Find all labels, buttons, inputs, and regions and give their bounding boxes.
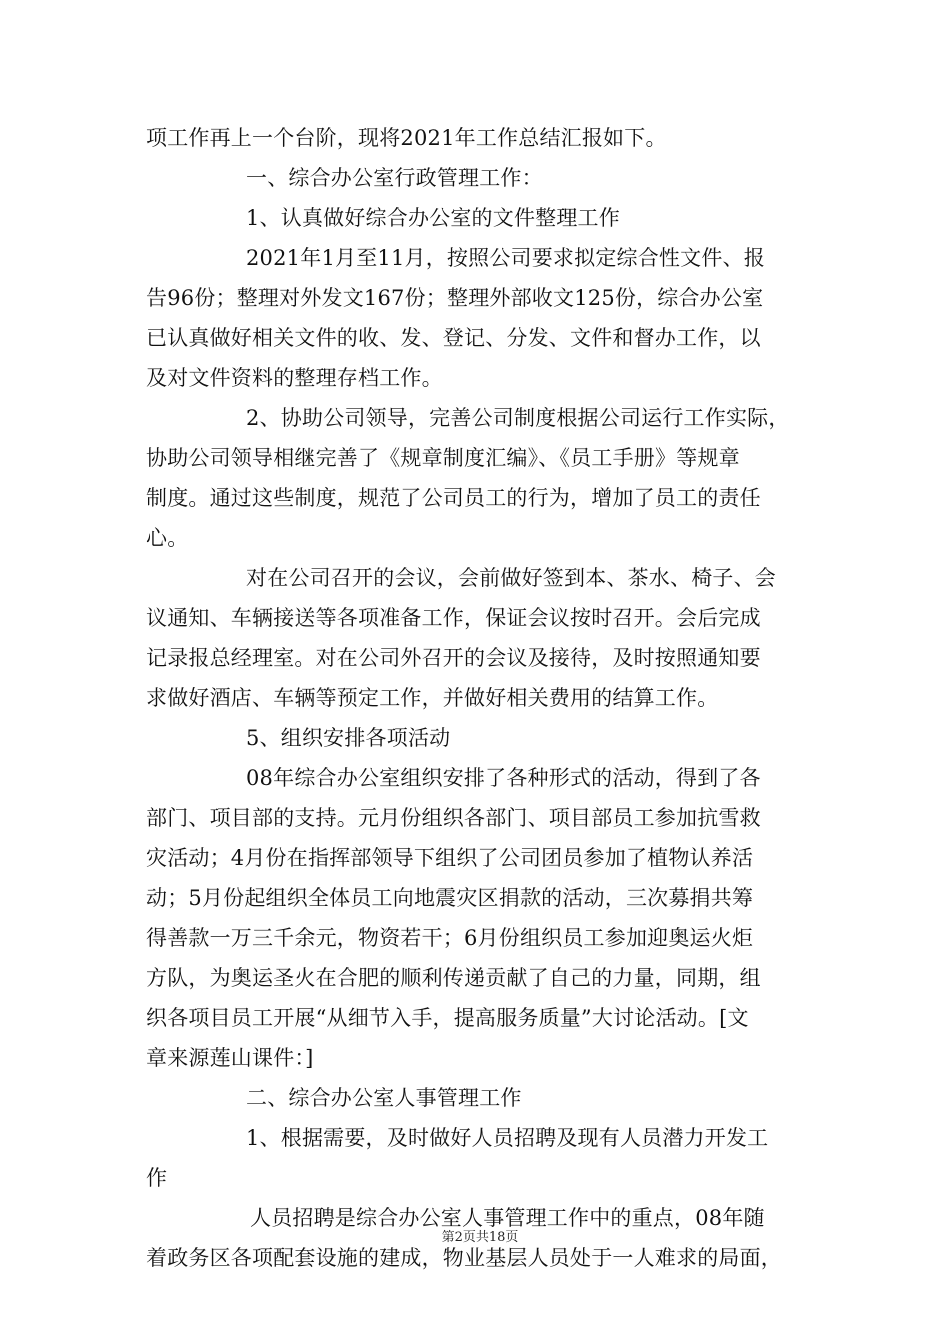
text-line: 着政务区各项配套设施的建成，物业基层人员处于一人难求的局面，: [146, 1246, 782, 1270]
text-line: 1、认真做好综合办公室的文件整理工作: [246, 206, 620, 230]
text-line: 5、组织安排各项活动: [246, 726, 451, 750]
text-line: 2021年1月至11月，按照公司要求拟定综合性文件、报: [246, 246, 765, 270]
text-line: 1、根据需要，及时做好人员招聘及现有人员潜力开发工: [246, 1126, 769, 1150]
text-line: 一、综合办公室行政管理工作：: [246, 166, 543, 190]
text-line: 求做好酒店、车辆等预定工作，并做好相关费用的结算工作。: [146, 686, 719, 710]
text-line: 已认真做好相关文件的收、发、登记、分发、文件和督办工作，以: [146, 326, 761, 350]
text-line: 作: [146, 1166, 168, 1190]
text-line: 协助公司领导相继完善了《规章制度汇编》、《员工手册》等规章: [146, 446, 740, 470]
text-line: 08年综合办公室组织安排了各种形式的活动，得到了各: [246, 766, 761, 790]
text-line: 议通知、车辆接送等各项准备工作，保证会议按时召开。会后完成: [146, 606, 761, 630]
text-line: 心。: [146, 526, 189, 550]
text-line: 二、综合办公室人事管理工作: [246, 1086, 522, 1110]
text-line: 制度。通过这些制度，规范了公司员工的行为，增加了员工的责任: [146, 486, 761, 510]
document-body: [146, 118, 826, 1278]
text-line: 2、协助公司领导，完善公司制度根据公司运行工作实际，: [246, 406, 790, 430]
text-line: 部门、项目部的支持。元月份组织各部门、项目部员工参加抗雪救: [146, 806, 761, 830]
text-line: 灾活动；4月份在指挥部领导下组织了公司团员参加了植物认养活: [146, 846, 754, 870]
text-line: 及对文件资料的整理存档工作。: [146, 366, 443, 390]
page-footer: 第2页共18页: [441, 1230, 519, 1245]
text-line: 告96份；整理对外发文167份；整理外部收文125份，综合办公室: [146, 286, 764, 310]
text-line: 项工作再上一个台阶，现将2021年工作总结汇报如下。: [146, 126, 667, 150]
text-line: 章来源莲山课件：]: [146, 1046, 314, 1070]
text-line: 人员招聘是综合办公室人事管理工作中的重点，08年随: [250, 1206, 765, 1230]
text-line: 动；5月份起组织全体员工向地震灾区捐款的活动，三次募捐共筹: [146, 886, 754, 910]
text-line: 得善款一万三千余元，物资若干；6月份组织员工参加迎奥运火炬: [146, 926, 754, 950]
text-line: 对在公司召开的会议，会前做好签到本、茶水、椅子、会: [246, 566, 776, 590]
text-line: 织各项目员工开展“从细节入手，提高服务质量”大讨论活动。[文: [146, 1006, 749, 1030]
text-line: 记录报总经理室。对在公司外召开的会议及接待，及时按照通知要: [146, 646, 761, 670]
text-line: 方队，为奥运圣火在合肥的顺利传递贡献了自己的力量，同期，组: [146, 966, 761, 990]
